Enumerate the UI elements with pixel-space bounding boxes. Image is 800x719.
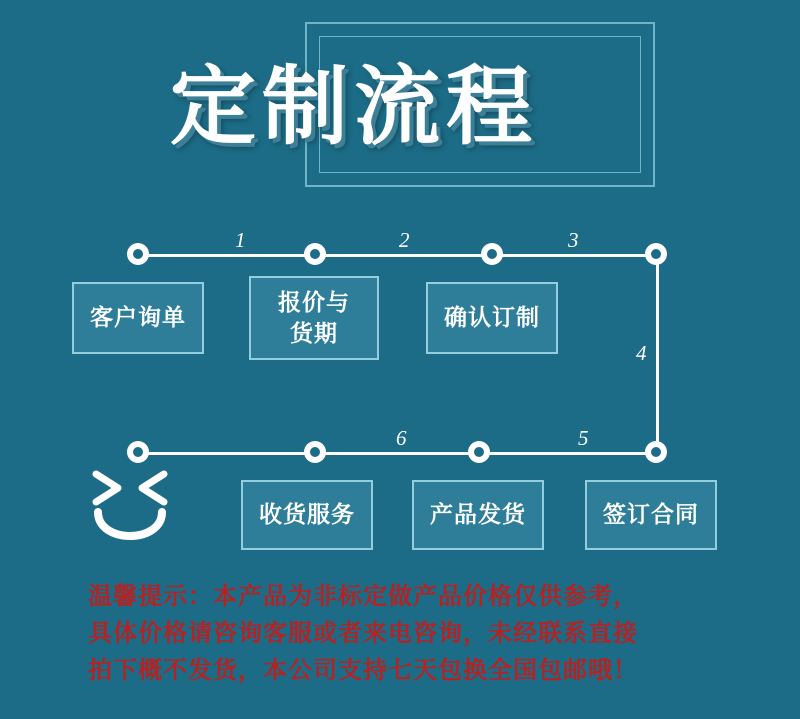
flow-line-bottom	[138, 452, 658, 455]
step-box-label-line1: 报价与	[278, 288, 350, 315]
step-box-label-line2: 货期	[290, 320, 338, 346]
flow-line-top	[138, 254, 658, 257]
flow-node-4	[645, 243, 667, 265]
flow-node-7	[304, 441, 326, 463]
step-number-6: 6	[396, 426, 407, 450]
step-number-2: 2	[399, 228, 410, 252]
flow-node-8	[127, 441, 149, 463]
step-number-4: 4	[636, 341, 647, 365]
step-box-ship-product[interactable]	[412, 480, 544, 550]
step-box-customer-inquiry[interactable]	[72, 282, 204, 354]
step-box-label: 客户询单	[90, 304, 186, 331]
step-number-3: 3	[568, 228, 579, 252]
step-box-label: 签订合同	[603, 501, 699, 528]
flow-node-5	[645, 441, 667, 463]
flow-node-2	[304, 243, 326, 265]
step-box-receiving-service[interactable]	[241, 480, 373, 550]
smiley-face-icon	[88, 468, 198, 553]
flow-line-right	[656, 254, 659, 454]
step-box-quote-and-lead-time[interactable]	[249, 276, 379, 360]
footer-note	[88, 578, 718, 690]
flow-node-6	[468, 441, 490, 463]
step-number-1: 1	[235, 228, 246, 252]
footer-note-line-1: 温馨提示：本产品为非标定做产品价格仅供参考，	[88, 583, 638, 610]
step-number-5: 5	[578, 426, 589, 450]
step-box-sign-contract[interactable]	[585, 480, 717, 550]
flow-node-1	[127, 243, 149, 265]
footer-note-line-3: 拍下概不发货，本公司支持七天包换全国包邮哦！	[88, 657, 638, 685]
step-box-label: 收货服务	[259, 501, 355, 528]
step-box-label: 确认订制	[444, 304, 540, 331]
step-box-confirm-order[interactable]	[426, 282, 558, 354]
step-box-label: 产品发货	[430, 501, 526, 528]
flow-node-3	[481, 243, 503, 265]
page-title: 定制流程	[170, 59, 538, 155]
footer-note-line-2: 具体价格请咨询客服或者来电咨询，未经联系直接	[88, 620, 638, 648]
